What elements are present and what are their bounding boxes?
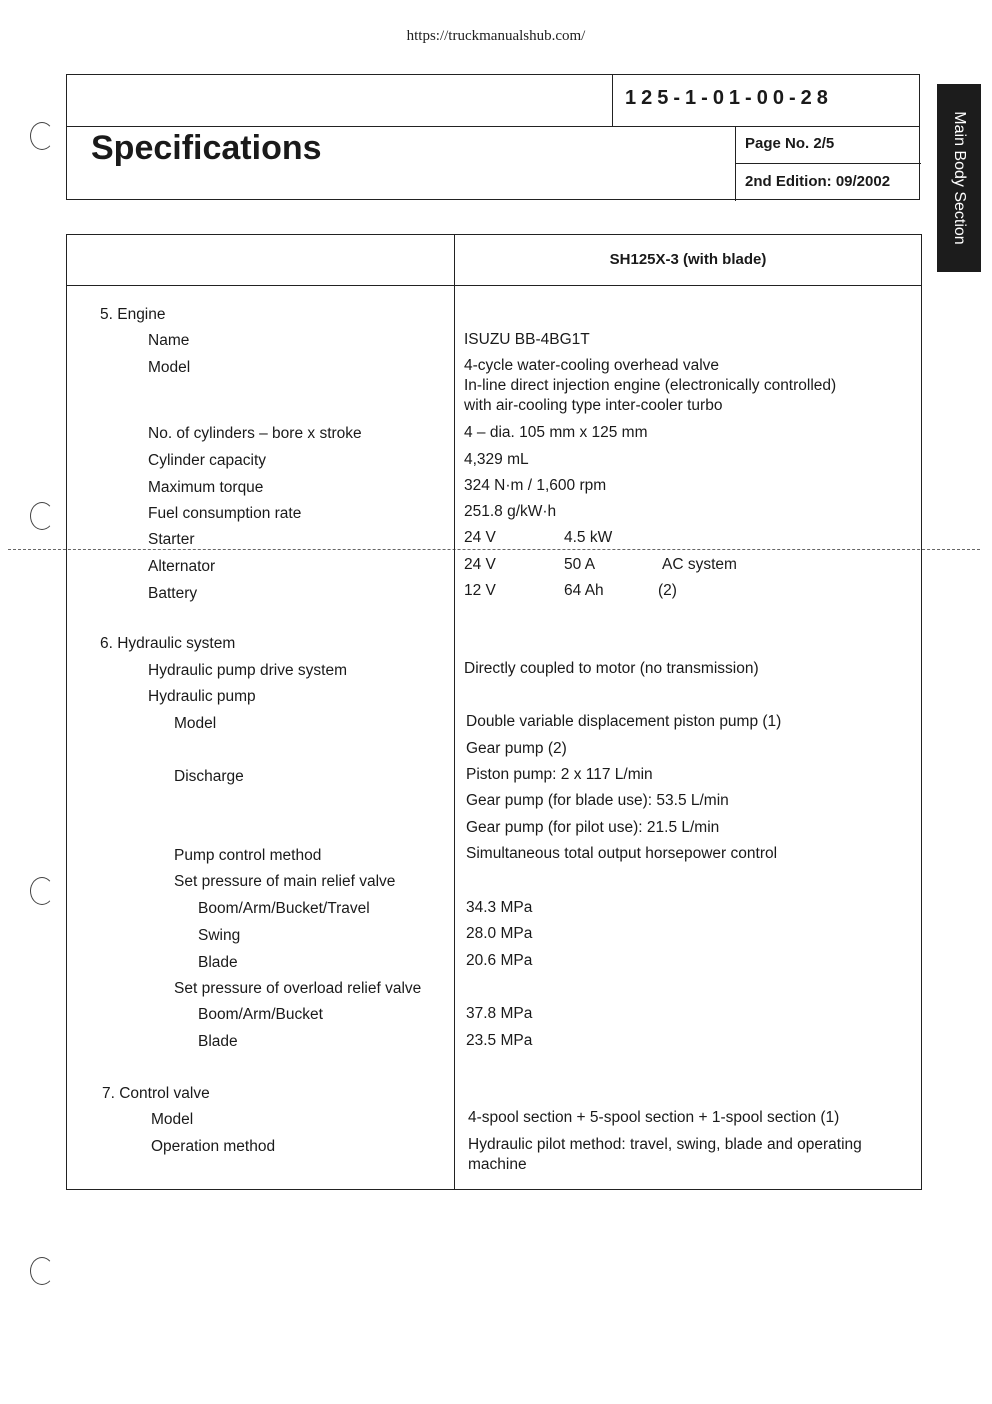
edition-label: 2nd Edition: 09/2002	[745, 173, 891, 190]
document-header	[66, 74, 920, 200]
spec-value: 64 Ah	[564, 582, 604, 599]
spec-label: Boom/Arm/Bucket/Travel	[198, 900, 370, 917]
spec-label: Alternator	[148, 558, 216, 575]
spec-value: 4-spool section + 5-spool section + 1-spool section (1)	[468, 1109, 840, 1126]
binder-hole-icon	[30, 502, 54, 530]
spec-value: Piston pump: 2 x 117 L/min	[466, 766, 653, 783]
column-header: SH125X-3 (with blade)	[609, 251, 767, 268]
spec-value: 24 V	[464, 556, 496, 573]
spec-label: Name	[148, 332, 190, 349]
spec-value: (2)	[658, 582, 677, 599]
binder-hole-icon	[30, 122, 54, 150]
document-code: 125-1-01-00-28	[625, 87, 833, 109]
spec-value: 4-cycle water-cooling overhead valve	[464, 357, 720, 374]
source-url: https://truckmanualshub.com/	[406, 28, 586, 44]
spec-label: No. of cylinders – bore x stroke	[148, 425, 362, 442]
spec-label: Model	[151, 1111, 194, 1128]
spec-label: Battery	[148, 585, 198, 602]
spec-value: 324 N·m / 1,600 rpm	[464, 477, 607, 494]
spec-value: AC system	[662, 556, 737, 573]
spec-label: Model	[174, 715, 217, 732]
table-divider	[454, 235, 455, 1189]
spec-label: Hydraulic pump drive system	[148, 662, 347, 679]
spec-label: Starter	[148, 531, 195, 548]
binder-hole-icon	[30, 1257, 54, 1285]
spec-label: Fuel consumption rate	[148, 505, 302, 522]
spec-value: 37.8 MPa	[466, 1005, 533, 1022]
spec-value: In-line direct injection engine (electronically controlled)	[464, 377, 837, 394]
spec-value: Gear pump (for pilot use): 21.5 L/min	[466, 819, 720, 836]
spec-value: Hydraulic pilot method: travel, swing, blade and operating	[468, 1136, 862, 1153]
spec-value: 4,329 mL	[464, 451, 529, 468]
spec-label: Cylinder capacity	[148, 452, 267, 469]
spec-value: 251.8 g/kW·h	[464, 503, 557, 520]
spec-value: machine	[468, 1156, 527, 1173]
spec-label: Blade	[198, 954, 238, 971]
spec-label: Pump control method	[174, 847, 322, 864]
spec-value: Gear pump (2)	[466, 740, 567, 757]
spec-label: Hydraulic pump	[148, 688, 256, 705]
spec-label: Blade	[198, 1033, 238, 1050]
spec-value: 24 V	[464, 529, 496, 546]
spec-value: with air-cooling type inter-cooler turbo	[464, 397, 723, 414]
spec-value: Gear pump (for blade use): 53.5 L/min	[466, 792, 729, 809]
spec-label: Model	[148, 359, 191, 376]
section-heading: 5. Engine	[100, 306, 166, 323]
section-tab-label: Main Body Section	[951, 111, 968, 245]
spec-value: ISUZU BB-4BG1T	[464, 331, 590, 348]
section-tab	[937, 84, 981, 272]
header-divider	[67, 126, 919, 127]
spec-value: 34.3 MPa	[466, 899, 533, 916]
section-heading: 6. Hydraulic system	[100, 635, 236, 652]
spec-value: 12 V	[464, 582, 496, 599]
spec-label: Set pressure of main relief valve	[174, 873, 396, 890]
header-divider	[612, 75, 613, 126]
spec-label: Set pressure of overload relief valve	[174, 980, 422, 997]
page-title: Specifications	[91, 129, 322, 167]
page-number: Page No. 2/5	[745, 135, 835, 152]
spec-label: Operation method	[151, 1138, 276, 1155]
section-heading: 7. Control valve	[102, 1085, 210, 1102]
binder-hole-icon	[30, 877, 54, 905]
table-divider	[67, 285, 921, 286]
spec-value: 50 A	[564, 556, 596, 573]
spec-value: 20.6 MPa	[466, 952, 533, 969]
spec-value: Double variable displacement piston pump (1)	[466, 713, 782, 730]
spec-value: Directly coupled to motor (no transmission)	[464, 660, 759, 677]
spec-label: Discharge	[174, 768, 244, 785]
spec-label: Swing	[198, 927, 241, 944]
spec-value: 23.5 MPa	[466, 1032, 533, 1049]
header-divider	[735, 163, 921, 164]
spec-value: Simultaneous total output horsepower control	[466, 845, 778, 862]
spec-label: Boom/Arm/Bucket	[198, 1006, 323, 1023]
spec-label: Maximum torque	[148, 479, 264, 496]
spec-value: 4.5 kW	[564, 529, 613, 546]
spec-value: 4 – dia. 105 mm x 125 mm	[464, 424, 648, 441]
spec-value: 28.0 MPa	[466, 925, 533, 942]
